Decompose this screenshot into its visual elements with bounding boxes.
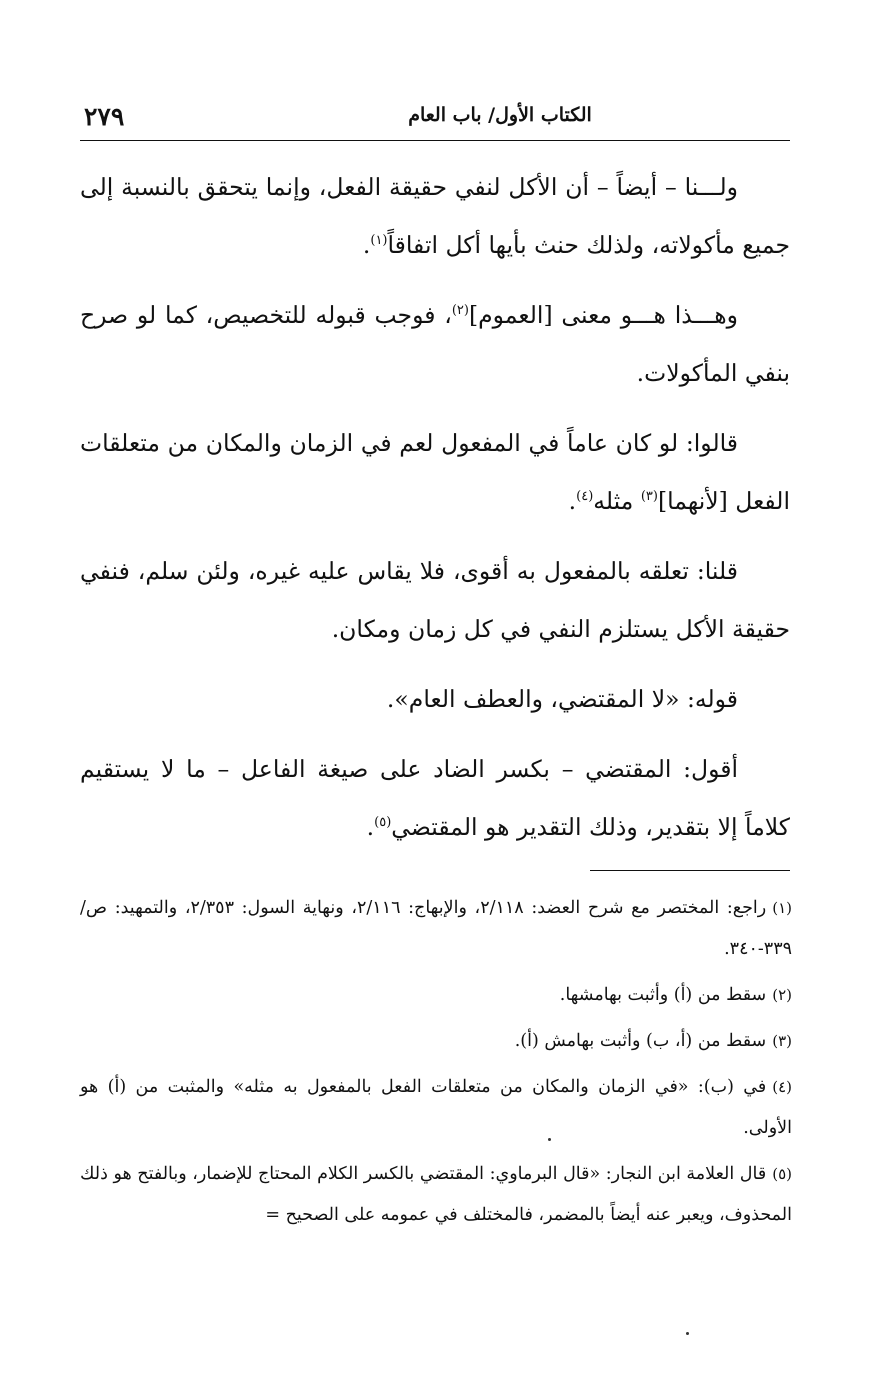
paragraph: ولـــنا – أيضاً – أن الأكل لنفي حقيقة الفعل، وإنما يتحقق بالنسبة إلى جميع مأكولاته، ولذلك حنث بأيها أكل اتفاقاً$^{(١)}$. bbox=[80, 173, 790, 259]
scan-speck bbox=[686, 1332, 689, 1335]
scan-speck bbox=[548, 1138, 551, 1141]
footnote-number: (١) bbox=[772, 899, 792, 917]
page-header bbox=[80, 96, 790, 136]
footnote bbox=[80, 1021, 792, 1062]
main-text bbox=[80, 158, 790, 868]
footnote bbox=[80, 1067, 792, 1149]
footnote-ref: (٥) bbox=[374, 815, 392, 831]
footnote-ref: (٢) bbox=[451, 303, 469, 319]
footnotes bbox=[80, 888, 792, 1241]
paragraph: قلنا: تعلقه بالمفعول به أقوى، فلا يقاس عليه غيره، ولئن سلم، فنفي حقيقة الأكل يستلزم النفي في كل زمان ومكان. bbox=[80, 557, 790, 643]
footnote-ref: (٤) bbox=[576, 489, 594, 505]
footnote-text: قال العلامة ابن النجار: «قال البرماوي: المقتضي بالكسر الكلام المحتاج للإضمار، وبالفتح هو ذلك المحذوف، ويعبر عنه أيضاً بالمضمر، فالمختلف في عمومه على الصحيح = bbox=[80, 1164, 792, 1225]
footnote-text: سقط من (أ، ب) وأثبت بهامش (أ). bbox=[514, 1031, 767, 1051]
footnote bbox=[80, 1154, 792, 1236]
paragraph: وهـــذا هـــو معنى [العموم]$^{(٢)}$، فوجب قبوله للتخصيص، كما لو صرح بنفي المأكولات. bbox=[80, 301, 790, 387]
footnote-number: (٣) bbox=[772, 1032, 792, 1050]
footnote-separator bbox=[590, 870, 790, 871]
running-title: الكتاب الأول/ باب العام bbox=[408, 104, 592, 126]
footnote-number: (٢) bbox=[772, 986, 792, 1004]
footnote-number: (٥) bbox=[772, 1165, 792, 1183]
footnote bbox=[80, 975, 792, 1016]
footnote-ref: (٣) bbox=[640, 489, 658, 505]
footnote-text: في (ب): «في الزمان والمكان من متعلقات الفعل بالمفعول به مثله» والمثبت من (أ) هو الأولى. bbox=[80, 1077, 792, 1138]
paragraph: قوله: «لا المقتضي، والعطف العام». bbox=[386, 685, 738, 713]
footnote-text: راجع: المختصر مع شرح العضد: ٢/١١٨، والإبهاج: ٢/١١٦، ونهاية السول: ٢/٣٥٣، والتمهيد: ص/٣٣٩-٣٤٠. bbox=[80, 898, 792, 959]
footnote bbox=[80, 888, 792, 970]
paragraph: أقول: المقتضي – بكسر الضاد على صيغة الفاعل – ما لا يستقيم كلاماً إلا بتقدير، وذلك التقدير هو المقتضي$^{(٥)}$. bbox=[80, 755, 790, 841]
paragraph: قالوا: لو كان عاماً في المفعول لعم في الزمان والمكان من متعلقات الفعل [لأنهما]$^{(٣)}$ مثله$^{(٤)}$. bbox=[80, 429, 790, 515]
header-rule bbox=[80, 140, 790, 141]
footnote-ref: (١) bbox=[370, 233, 388, 249]
footnote-text: سقط من (أ) وأثبت بهامشها. bbox=[559, 985, 767, 1005]
footnote-number: (٤) bbox=[772, 1078, 792, 1096]
page-number: ٢٧٩ bbox=[84, 102, 125, 131]
